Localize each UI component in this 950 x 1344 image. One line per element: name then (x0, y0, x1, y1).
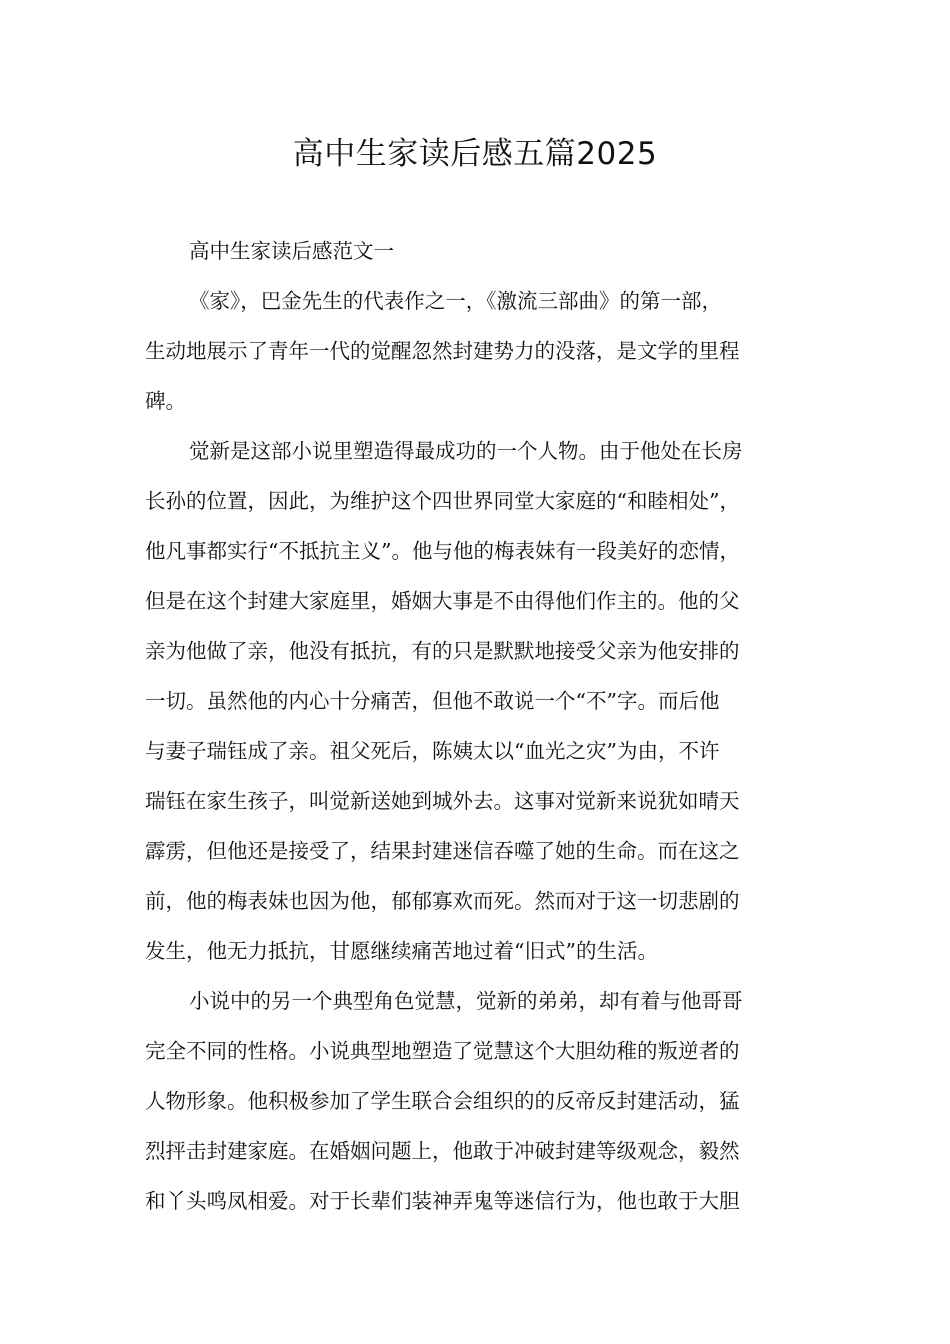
paragraph-line: 前，他的梅表妹也因为他，郁郁寡欢而死。然而对于这一切悲剧的 (145, 889, 740, 913)
paragraph-line: 他凡事都实行“不抵抗主义”。他与他的梅表妹有一段美好的恋情， (145, 539, 740, 563)
paragraph-line: 长孙的位置，因此，为维护这个四世界同堂大家庭的“和睦相处”， (145, 489, 740, 513)
paragraph-line: 碑。 (145, 389, 186, 413)
paragraph-line: 小说中的另一个典型角色觉慧，觉新的弟弟，却有着与他哥哥 (189, 989, 743, 1013)
paragraph-line: 生动地展示了青年一代的觉醒忽然封建势力的没落，是文学的里程 (145, 339, 740, 363)
paragraph-line: 完全不同的性格。小说典型地塑造了觉慧这个大胆幼稚的叛逆者的 (145, 1039, 740, 1063)
paragraph-line: 亲为他做了亲，他没有抵抗，有的只是默默地接受父亲为他安排的 (145, 639, 740, 663)
paragraph-line: 人物形象。他积极参加了学生联合会组织的的反帝反封建活动，猛 (145, 1089, 740, 1113)
paragraph-line: 《家》，巴金先生的代表作之一，《激流三部曲》的第一部， (189, 289, 722, 313)
paragraph-line: 和丫头鸣凤相爱。对于长辈们装神弄鬼等迷信行为，他也敢于大胆 (145, 1189, 740, 1213)
paragraph-line: 烈抨击封建家庭。在婚姻问题上，他敢于冲破封建等级观念，毅然 (145, 1139, 740, 1163)
paragraph-line: 但是在这个封建大家庭里，婚姻大事是不由得他们作主的。他的父 (145, 589, 740, 613)
paragraph-line: 一切。虽然他的内心十分痛苦，但他不敢说一个“不”字。而后他 (145, 689, 720, 713)
document-body (145, 226, 810, 1226)
paragraph-line: 瑞钰在家生孩子，叫觉新送她到城外去。这事对觉新来说犹如晴天 (145, 789, 740, 813)
paragraph-line: 觉新是这部小说里塑造得最成功的一个人物。由于他处在长房 (189, 439, 743, 463)
paragraph-line: 发生，他无力抵抗，甘愿继续痛苦地过着“旧式”的生活。 (145, 939, 658, 963)
section-heading: 高中生家读后感范文一 (189, 239, 394, 263)
document-title: 高中生家读后感五篇2025 (292, 136, 658, 172)
paragraph-line: 与妻子瑞钰成了亲。祖父死后，陈姨太以“血光之灾”为由，不许 (145, 739, 720, 763)
paragraph-line: 霹雳，但他还是接受了，结果封建迷信吞噬了她的生命。而在这之 (145, 839, 740, 863)
